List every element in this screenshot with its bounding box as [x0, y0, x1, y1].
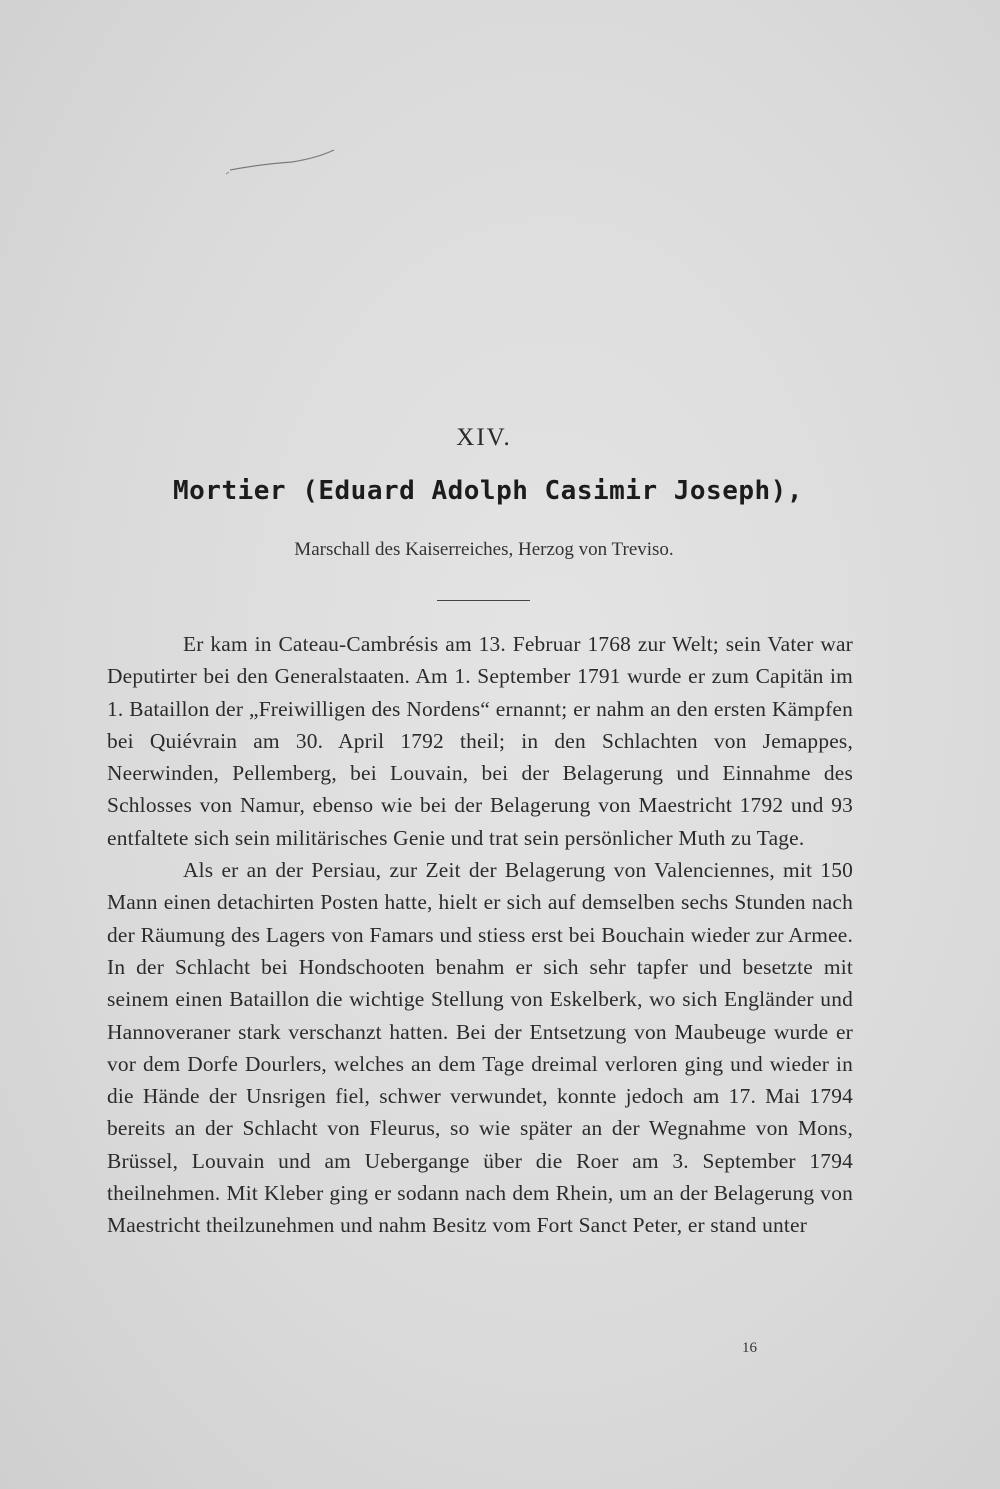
chapter-subtitle: Marschall des Kaiserreiches, Herzog von Treviso.: [294, 539, 674, 560]
paragraph: Als er an der Persiau, zur Zeit der Belagerung von Valenciennes, mit 150 Mann einen detachirten Posten hatte, hielt er sich auf demselben sechs Stunden nach der Räumung des Lagers von Famars und stiess erst bei Bouchain wieder zur Armee. In der Schlacht bei Hondschooten benahm er sich sehr tapfer und besetzte mit seinem einen Bataillon die wichtige Stellung von Eskelberk, wo sich Engländer und Hannoveraner stark verschanzt hatten. Bei der Entsetzung von Maubeuge wurde er vor dem Dorfe Dourlers, welches an dem Tage dreimal verloren ging und wieder in die Hände der Unsrigen fiel, schwer verwundet, konnte jedoch am 17. Mai 1794 bereits an der Schlacht von Fleurus, so wie später an der Wegnahme von Mons, Brüssel, Louvain und am Uebergange über die Roer am 3. September 1794 theilnehmen. Mit Kleber ging er sodann nach dem Rhein, um an der Belagerung von Maestricht theilzunehmen und nahm Besitz vom Fort Sanct Peter, er stand unter: [107, 858, 853, 1238]
body-text: [107, 628, 853, 1242]
pencil-stroke-mark: [222, 148, 342, 188]
paragraph: Er kam in Cateau-Cambrésis am 13. Februar 1768 zur Welt; sein Vater war Deputirter bei den Generalstaaten. Am 1. September 1791 wurde er zum Capitän im 1. Bataillon der „Freiwilligen des Nordens“ ernannt; er nahm an den ersten Kämpfen bei Quiévrain am 30. April 1792 theil; in den Schlachten von Jemappes, Neerwinden, Pellemberg, bei Louvain, bei der Belagerung und Einnahme des Schlosses von Namur, ebenso wie bei der Belagerung von Maestricht 1792 und 93 entfaltete sich sein militärisches Genie und trat sein persönlicher Muth zu Tage.: [107, 632, 853, 850]
section-divider: [437, 600, 530, 601]
chapter-title: Mortier (Eduard Adolph Casimir Joseph),: [173, 476, 803, 506]
page-number: 16: [742, 1340, 757, 1356]
chapter-number: XIV.: [456, 424, 512, 451]
